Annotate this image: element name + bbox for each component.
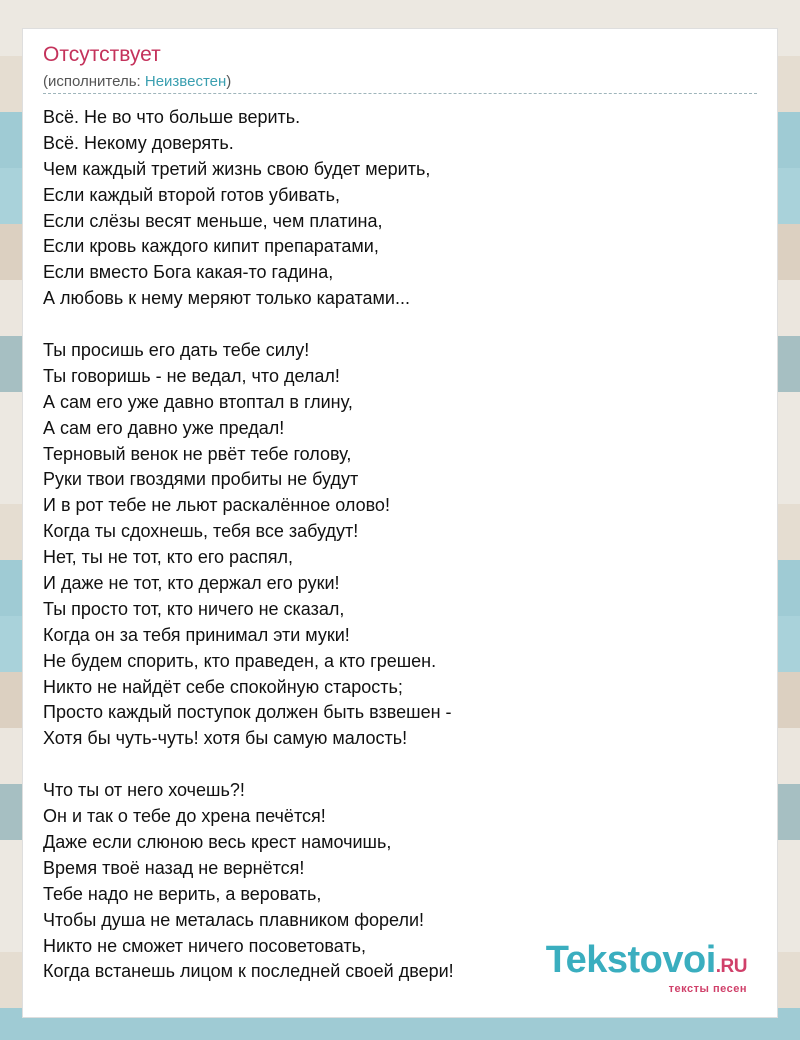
- lyric-line: Никто не сможет ничего посоветовать,: [43, 935, 366, 956]
- lyric-line: Даже если слюною весь крест намочишь,: [43, 831, 392, 852]
- lyric-line: А сам его уже давно втоптал в глину,: [43, 391, 353, 412]
- lyric-line: Если вместо Бога какая-то гадина,: [43, 262, 334, 283]
- lyric-line: Ты просишь его дать тебе силу!: [43, 340, 310, 361]
- lyric-line: Всё. Не во что больше верить.: [43, 107, 301, 127]
- lyric-line: Если каждый второй готов убивать,: [43, 184, 341, 205]
- lyric-line: Что ты от него хочешь?!: [43, 780, 245, 801]
- lyric-line: Нет, ты не тот, кто его распял,: [43, 547, 294, 568]
- lyric-line: Хотя бы чуть-чуть! хотя бы самую малость!: [43, 728, 408, 749]
- artist-link[interactable]: Неизвестен: [144, 73, 227, 90]
- lyric-line: Просто каждый поступок должен быть взвешен -: [43, 702, 452, 723]
- lyrics-text: [43, 105, 454, 985]
- lyric-line: Когда он за тебя принимал эти муки!: [43, 624, 350, 645]
- lyric-line: И в рот тебе не льют раскалённое олово!: [43, 495, 390, 516]
- lyric-line: Не будем спорить, кто праведен, а кто грешен.: [43, 650, 437, 671]
- lyric-line: Когда ты сдохнешь, тебя все забудут!: [43, 521, 359, 542]
- artist-line: [43, 73, 231, 90]
- lyric-line: Всё. Некому доверять.: [43, 132, 234, 153]
- lyric-line: Если кровь каждого кипит препаратами,: [43, 236, 379, 257]
- lyric-line: Тебе надо не верить, а веровать,: [43, 883, 322, 904]
- song-title: Отсутствует: [43, 43, 161, 66]
- lyric-line: Ты просто тот, кто ничего не сказал,: [43, 598, 345, 619]
- title-divider: [43, 93, 757, 94]
- lyric-line: Терновый венок не рвёт тебе голову,: [43, 443, 352, 464]
- logo-tagline: тексты песен: [668, 983, 747, 995]
- lyric-line: Чем каждый третий жизнь свою будет мерить,: [43, 158, 431, 179]
- lyric-line: Руки твои гвоздями пробиты не будут: [43, 469, 359, 490]
- lyrics-card: [22, 28, 778, 1018]
- lyric-line: Когда встанешь лицом к последней своей двери!: [43, 961, 454, 982]
- lyric-line: Ты говоришь - не ведал, что делал!: [43, 365, 340, 386]
- logo-tld: .RU: [715, 956, 747, 977]
- lyric-line: И даже не тот, кто держал его руки!: [43, 573, 340, 594]
- logo-name: Tekstovoi: [545, 939, 716, 981]
- stanza-break: [43, 312, 454, 338]
- lyric-line: Никто не найдёт себе спокойную старость;: [43, 676, 403, 697]
- lyric-line: Время твоё назад не вернётся!: [43, 857, 305, 878]
- site-logo[interactable]: [546, 940, 747, 995]
- stanza-break: [43, 752, 454, 778]
- lyric-line: Он и так о тебе до хрена печётся!: [43, 806, 326, 827]
- artist-prefix: (исполнитель:: [43, 73, 145, 90]
- lyric-line: Если слёзы весят меньше, чем платина,: [43, 210, 383, 231]
- artist-suffix: ): [226, 73, 232, 90]
- lyric-line: А любовь к нему меряют только каратами...: [43, 288, 410, 309]
- lyric-line: Чтобы душа не металась плавником форели!: [43, 909, 425, 930]
- lyric-line: А сам его давно уже предал!: [43, 417, 285, 438]
